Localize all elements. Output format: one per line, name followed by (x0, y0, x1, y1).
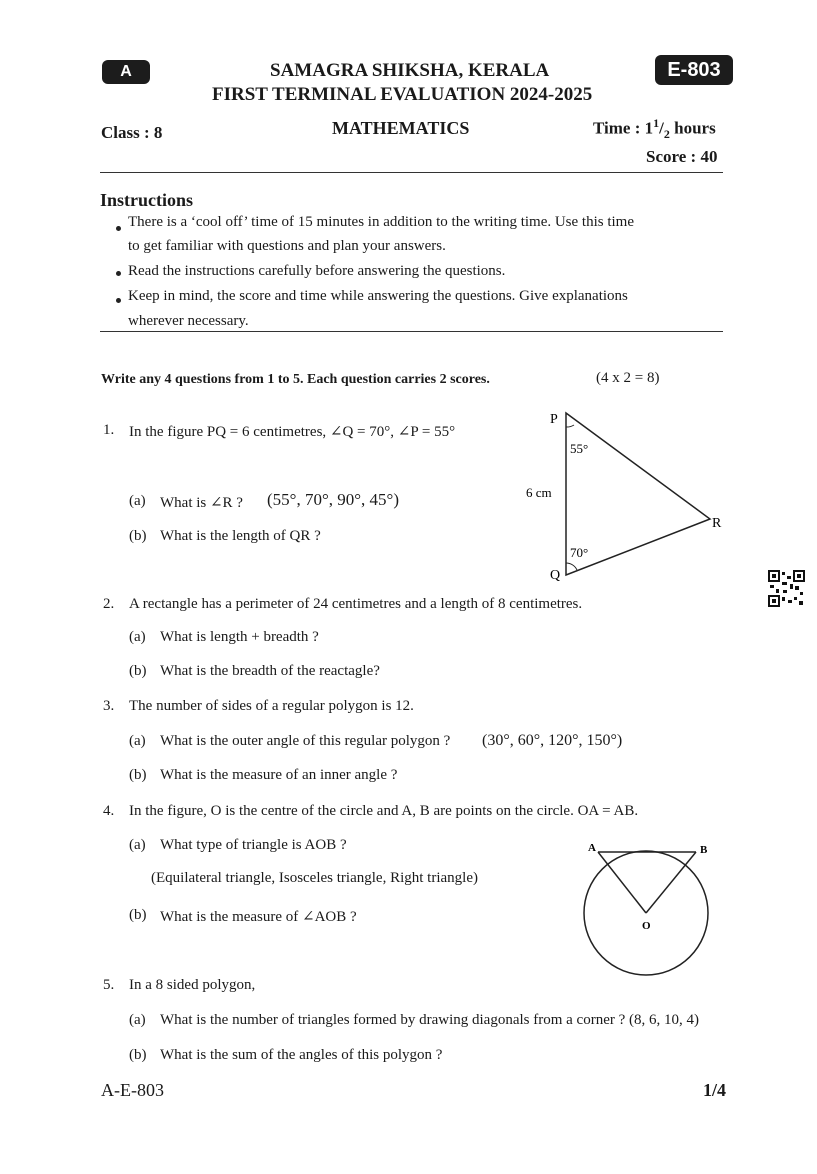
radius-oa (598, 852, 646, 913)
subject-title: MATHEMATICS (332, 118, 470, 138)
bullet-icon (116, 226, 121, 231)
angle-q-value: 70° (570, 545, 589, 560)
q4a-options: (Equilateral triangle, Isosceles triangle, Right triangle) (151, 870, 478, 886)
q4-number: 4. (103, 803, 115, 819)
q1-text: In the figure PQ = 6 centimetres, ∠Q = 70°, ∠P = 55° (129, 424, 456, 440)
section-marks: (4 x 2 = 8) (596, 370, 660, 386)
set-badge: A (102, 60, 150, 84)
q4-text: In the figure, O is the centre of the circle and A, B are points on the circle. OA = AB. (129, 803, 639, 819)
point-a-label: A (588, 842, 596, 854)
instruction-2: Read the instructions carefully before answering the questions. (128, 263, 506, 279)
q2b-label: (b) (129, 663, 147, 679)
q2-number: 2. (103, 596, 115, 612)
vertex-p-label: P (550, 412, 558, 427)
qr-finder-tr-dot (797, 574, 801, 578)
instruction-1-line1: There is a ‘cool off’ time of 15 minutes in addition to the writing time. Use this time (128, 214, 635, 230)
instructions-divider (100, 331, 723, 332)
angle-q-arc (566, 563, 577, 570)
q4b-label: (b) (129, 907, 147, 923)
header-divider (100, 172, 723, 173)
instruction-3-line2: wherever necessary. (128, 313, 249, 329)
q1b-text: What is the length of QR ? (160, 528, 321, 544)
q2a-text: What is length + breadth ? (160, 629, 319, 645)
qr-finder-tl-dot (772, 574, 776, 578)
angle-p-value: 55° (570, 441, 589, 456)
exam-title: FIRST TERMINAL EVALUATION 2024-2025 (212, 84, 593, 105)
q5b-text: What is the sum of the angles of this polygon ? (160, 1047, 443, 1063)
bullet-icon (116, 271, 121, 276)
q3a-label: (a) (129, 733, 146, 749)
qr-finder-bl-dot (772, 599, 776, 603)
radius-ob (646, 852, 696, 913)
qr-module (782, 582, 787, 585)
qr-module (795, 586, 799, 590)
org-title: SAMAGRA SHIKSHA, KERALA (270, 60, 550, 81)
qr-module (770, 585, 774, 588)
q2-text: A rectangle has a perimeter of 24 centimetres and a length of 8 centimetres. (129, 596, 583, 612)
q3b-text: What is the measure of an inner angle ? (160, 767, 398, 783)
bullet-icon (116, 298, 121, 303)
q5a-text: What is the number of triangles formed by drawing diagonals from a corner ? (8, 6, 10, 4) (160, 1012, 700, 1028)
paper-code-badge: E-803 (655, 55, 733, 85)
qr-module (783, 590, 787, 593)
q4a-text: What type of triangle is AOB ? (160, 837, 347, 853)
q4-circle-figure (580, 835, 725, 985)
q5-number: 5. (103, 977, 115, 993)
point-b-label: B (700, 844, 708, 856)
qr-module (788, 600, 792, 603)
q3b-label: (b) (129, 767, 147, 783)
q1a-options: (55°, 70°, 90°, 45°) (267, 490, 400, 509)
vertex-q-label: Q (550, 568, 561, 583)
qr-module (782, 572, 785, 575)
q4b-text: What is the measure of ∠AOB ? (160, 909, 357, 925)
qr-module (800, 592, 803, 595)
qr-module (794, 597, 797, 600)
qr-module (776, 589, 779, 593)
instructions-title: Instructions (100, 190, 194, 210)
q3a-options: (30°, 60°, 120°, 150°) (482, 732, 623, 749)
qr-code (768, 570, 805, 607)
q5a-label: (a) (129, 1012, 146, 1028)
q3a-text: What is the outer angle of this regular polygon ? (160, 733, 451, 749)
q3-number: 3. (103, 698, 115, 714)
q5-text: In a 8 sided polygon, (129, 977, 256, 993)
qr-module (799, 601, 803, 605)
vertex-r-label: R (712, 516, 722, 531)
q1a-label: (a) (129, 493, 146, 509)
q2b-text: What is the breadth of the reactagle? (160, 663, 380, 679)
q3-text: The number of sides of a regular polygon is 12. (129, 698, 414, 714)
time-fraction-num: 1 (653, 116, 660, 130)
qr-module (782, 597, 785, 601)
time-unit: hours (674, 118, 716, 138)
q1a-text: What is ∠R ? (160, 495, 243, 511)
instruction-3-line1: Keep in mind, the score and time while answering the questions. Give explanations (128, 288, 628, 304)
q5b-label: (b) (129, 1047, 147, 1063)
class-label: Class : 8 (101, 123, 163, 142)
q1-number: 1. (103, 422, 115, 438)
centre-o-label: O (642, 920, 651, 932)
time-label-text: Time : 1 (593, 118, 654, 138)
time-label: Time : $1^1/_2$ hours (593, 116, 716, 142)
instruction-1-line2: to get familiar with questions and plan your answers. (128, 238, 446, 254)
page-number: 1/4 (703, 1080, 727, 1100)
q1-triangle-figure (520, 405, 730, 585)
qr-module (790, 584, 793, 589)
q1b-label: (b) (129, 528, 147, 544)
q2a-label: (a) (129, 629, 146, 645)
angle-p-arc (566, 425, 574, 427)
score-label: Score : 40 (646, 147, 718, 166)
qr-module (787, 576, 791, 579)
side-pq-length: 6 cm (526, 485, 552, 500)
section-heading: Write any 4 questions from 1 to 5. Each question carries 2 scores. (101, 372, 490, 387)
footer-paper-code: A-E-803 (101, 1080, 164, 1100)
q4a-label: (a) (129, 837, 146, 853)
time-fraction-den: 2 (663, 127, 670, 142)
